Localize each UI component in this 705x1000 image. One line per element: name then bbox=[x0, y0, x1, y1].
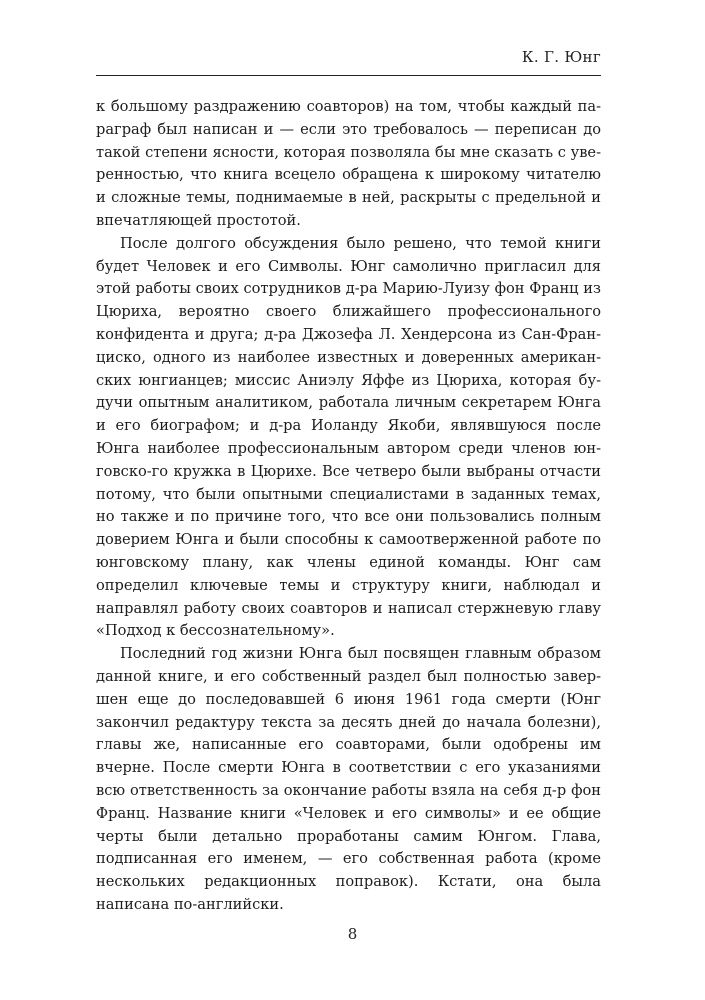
page-number: 8 bbox=[347, 925, 358, 943]
running-head-author: К. Г. Юнг bbox=[521, 48, 601, 66]
paragraph: к большому раздражению соавторов) на том, чтобы каждый параграф был написан и — если это требовалось — переписан до такой степени ясности, которая позволяла бы мне сказать с уверенностью, что книга всецело обращена к широкому читателю и сложные темы, поднимаемые в ней, раскрыты с предельной и впечатляющей простотой. bbox=[96, 98, 601, 229]
paragraph: После долгого обсуждения было решено, что темой книги будет Человек и его Символы. Юнг самолично пригласил для этой работы своих сотрудников д-ра Марию-Луизу фон Франц из Цюриха, вероятно своего ближайшего профессионального конфидента и друга; д-ра Джозефа Л. Хендерсона из Сан-Франциско, одного из наиболее известных и доверенных американских юнгианцев; миссис Аниэлу Яффе из Цюриха, которая будучи опытным аналитиком, работала личным секретарем Юнга и его биографом; и д-ра Иоланду Якоби, являвшуюся после Юнга наиболее профессиональным автором среди членов юнговско-го кружка в Цюрихе. Все четверо были выбраны отчасти потому, что были опытными специалистами в заданных темах, но также и по причине того, что все они пользовались полным доверием Юнга и были способны к самоотверженной работе по юнговскому плану, как члены единой команды. Юнг сам определил ключевые темы и структуру книги, наблюдал и направлял работу своих соавторов и написал стержневую главу «Подход к бессознательному». bbox=[96, 234, 601, 640]
header-rule bbox=[96, 75, 601, 76]
paragraph: Последний год жизни Юнга был посвящен главным образом данной книге, и его собственный раздел был полностью завершен еще до последовавшей 6 июня 1961 года смерти (Юнг закончил редактуру текста за десять дней до начала болезни), главы же, написанные его соавторами, были одобрены им вчерне. После смерти Юнга в соответствии с его указаниями всю ответственность за окончание работы взяла на себя д-р фон Франц. Название книги «Человек и его символы» и ее общие черты были детально проработаны самим Юнгом. Глава, подписанная его именем, — его собственная работа (кроме нескольких редакционных поправок). Кстати, она была написана по-английски. bbox=[96, 645, 601, 913]
body-text bbox=[96, 96, 601, 917]
